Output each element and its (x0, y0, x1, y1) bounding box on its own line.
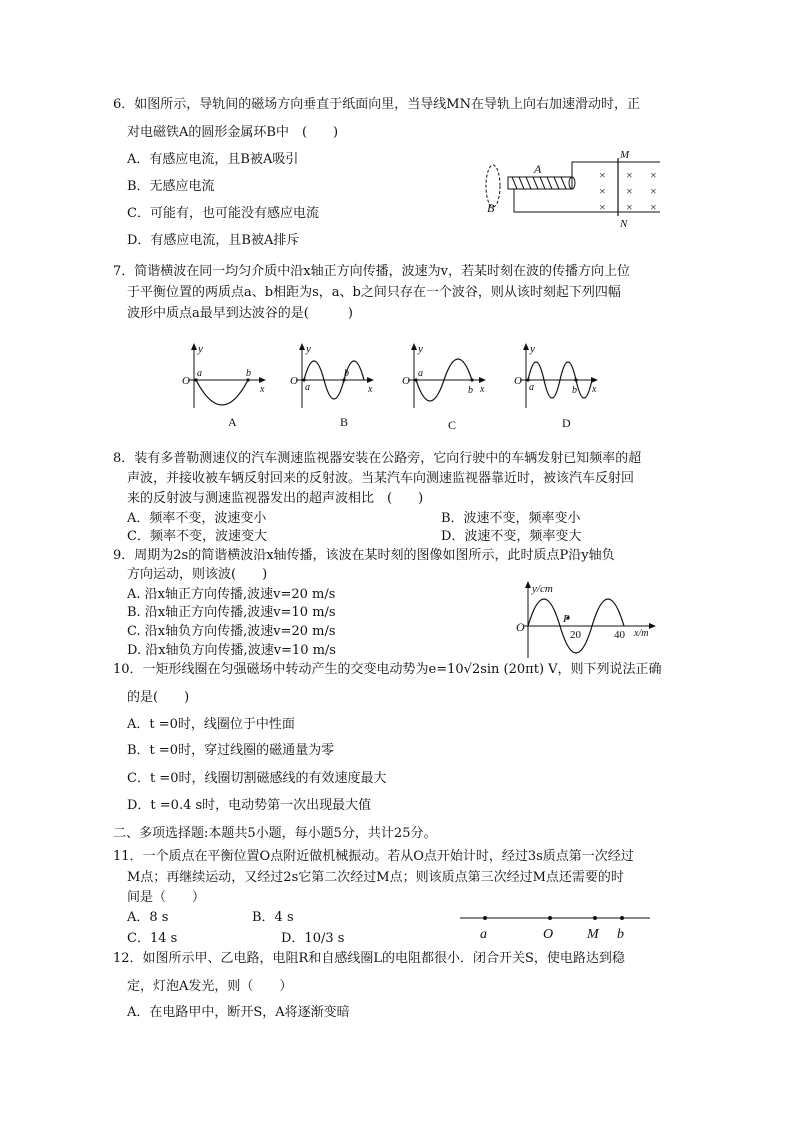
svg-text:b: b (617, 927, 624, 942)
svg-text:x: x (592, 384, 597, 395)
q6-coil-a (508, 177, 572, 189)
q7-label-d: D (562, 416, 571, 430)
svg-text:x: x (480, 384, 485, 395)
q10-option-c: C．t =0时，线圈切割磁感线的有效速度最大 (127, 771, 387, 786)
q7-wave-b-figure (288, 340, 378, 432)
svg-text:×: × (650, 184, 657, 198)
q8-stem-line2: 声波，并接收被车辆反射回来的反射波。当某汽车向测速监视器靠近时，被该汽车反射回 (127, 471, 635, 486)
q10-option-d: D．t =0.4 s时，电动势第一次出现最大值 (127, 798, 372, 813)
svg-text:20: 20 (570, 629, 581, 641)
q9-stem-line1: 9．周期为2s的简谐横波沿x轴传播，该波在某时刻的图像如图所示，此时质点P沿y轴负 (113, 548, 615, 563)
svg-text:×: × (599, 168, 606, 182)
q10-option-a: A．t =0时，线圈位于中性面 (127, 717, 295, 732)
svg-text:a: a (418, 368, 423, 379)
q7-stem-line3: 波形中质点a最早到达波谷的是( ) (127, 306, 353, 321)
q11-option-c: C．14 s (127, 931, 178, 946)
q7-wave-c-figure (400, 340, 490, 432)
q7-stem-line2: 于平衡位置的两质点a、b相距为s，a、b之间只存在一个波谷，则从该时刻起下列四幅 (127, 285, 621, 300)
svg-text:×: × (626, 184, 633, 198)
svg-text:×: × (626, 168, 633, 182)
q11-stem-line1: 11．一个质点在平衡位置O点附近做机械振动。若从O点开始计时，经过3s质点第一次经过 (113, 849, 634, 864)
q7-label-a: A (228, 415, 237, 429)
q9-option-a: A. 沿x轴正方向传播,波速v=20 m/s (127, 587, 336, 602)
svg-text:b: b (572, 385, 577, 396)
q6-stem-line1: 6．如图所示，导轨间的磁场方向垂直于纸面向里，当导线MN在导轨上向右加速滑动时，正 (113, 97, 640, 112)
q6-stem-line2: 对电磁铁A的圆形金属环B中 ( ) (127, 125, 339, 140)
svg-text:y/cm: y/cm (532, 583, 553, 595)
q9-wave-figure (512, 578, 662, 662)
svg-text:b: b (246, 368, 251, 379)
q6-label-n: N (620, 218, 628, 230)
q6-label-m: M (620, 149, 630, 161)
q6-label-b: B (487, 201, 495, 215)
q12-option-a: A．在电路甲中，断开S，A将逐渐变暗 (127, 1005, 350, 1020)
q8-stem-line1: 8．装有多普勒测速仪的汽车测速监视器安装在公路旁，它向行驶中的车辆发射已知频率的超 (113, 451, 642, 466)
q7-label-b: B (340, 415, 349, 429)
svg-text:x/m: x/m (634, 628, 649, 639)
svg-text:a: a (305, 382, 310, 393)
svg-text:y: y (198, 343, 203, 355)
svg-text:×: × (599, 184, 606, 198)
svg-text:x: x (260, 384, 265, 395)
q9-option-c: C. 沿x轴负方向传播,波速v=20 m/s (127, 624, 336, 639)
q12-stem-line2: 定，灯泡A发光，则（ ） (127, 979, 293, 994)
q6-option-b: B．无感应电流 (127, 179, 215, 194)
svg-text:×: × (626, 200, 633, 214)
q11-stem-line3: 间是（ ） (127, 890, 206, 905)
svg-text:y: y (418, 343, 423, 355)
svg-text:a: a (529, 382, 534, 393)
q7-wave-d-figure (512, 340, 602, 432)
q11-option-a: A．8 s (127, 910, 169, 925)
svg-text:O: O (290, 375, 298, 387)
svg-text:O: O (543, 927, 554, 942)
q6-label-a: A (534, 162, 542, 176)
svg-text:P: P (563, 613, 570, 625)
svg-text:×: × (650, 200, 657, 214)
svg-text:M: M (587, 927, 599, 942)
svg-text:a: a (480, 927, 487, 942)
svg-text:b: b (468, 385, 473, 396)
q6-option-a: A．有感应电流，且B被A吸引 (127, 152, 299, 167)
svg-text:b: b (344, 368, 349, 379)
svg-text:O: O (514, 375, 522, 387)
q6-option-c: C．可能有，也可能没有感应电流 (127, 206, 319, 221)
svg-text:×: × (650, 168, 657, 182)
q6-option-d: D．有感应电流，且B被A排斥 (127, 233, 300, 248)
q12-stem-line1: 12．如图所示甲、乙电路，电阻R和自感线圈L的电阻都很小．闭合开关S，使电路达到稳 (113, 951, 625, 966)
q9-option-b: B. 沿x轴正方向传播,波速v=10 m/s (127, 605, 336, 620)
svg-text:x: x (368, 384, 373, 395)
q8-stem-line3: 来的反射波与测速监视器发出的超声波相比 ( ) (127, 491, 424, 506)
q11-option-b: B．4 s (252, 910, 294, 925)
q10-stem-line2: 的是( ) (127, 690, 190, 705)
q8-option-d: D．波速不变，频率变大 (441, 529, 582, 544)
q9-option-d: D. 沿x轴负方向传播,波速v=10 m/s (127, 643, 336, 658)
svg-text:40: 40 (614, 629, 625, 641)
q11-stem-line2: M点；再继续运动，又经过2s它第二次经过M点；则该质点第三次经过M点还需要的时 (127, 870, 624, 885)
section2-heading: 二、多项选择题:本题共5小题，每小题5分，共计25分。 (113, 826, 437, 841)
q11-option-d: D．10/3 s (281, 931, 345, 946)
svg-text:O: O (516, 620, 525, 634)
q11-line-figure (458, 908, 654, 942)
svg-text:y: y (530, 343, 535, 355)
q8-option-b: B．波速不变，频率变小 (441, 511, 581, 526)
svg-text:O: O (182, 375, 190, 387)
q6-electromagnet-figure (478, 146, 668, 230)
svg-text:O: O (402, 375, 410, 387)
q7-label-c: C (448, 418, 457, 432)
q7-stem-line1: 7．简谐横波在同一均匀介质中沿x轴正方向传播，波速为v，若某时刻在波的传播方向上位 (113, 264, 630, 279)
svg-text:y: y (306, 343, 311, 355)
q7-wave-a-figure (180, 340, 270, 432)
q10-stem-line1: 10．一矩形线圈在匀强磁场中转动产生的交变电动势为e=10√2sin (20πt) V，则下列说法正确 (113, 662, 662, 677)
q10-option-b: B．t =0时，穿过线圈的磁通量为零 (127, 743, 335, 758)
svg-text:×: × (599, 200, 606, 214)
q6-magnetic-field (599, 168, 657, 214)
q9-stem-line2: 方向运动，则该波( ) (127, 567, 268, 582)
q8-option-a: A．频率不变，波速变小 (127, 511, 267, 526)
q8-option-c: C．频率不变，波速变大 (127, 529, 267, 544)
svg-text:a: a (197, 368, 202, 379)
